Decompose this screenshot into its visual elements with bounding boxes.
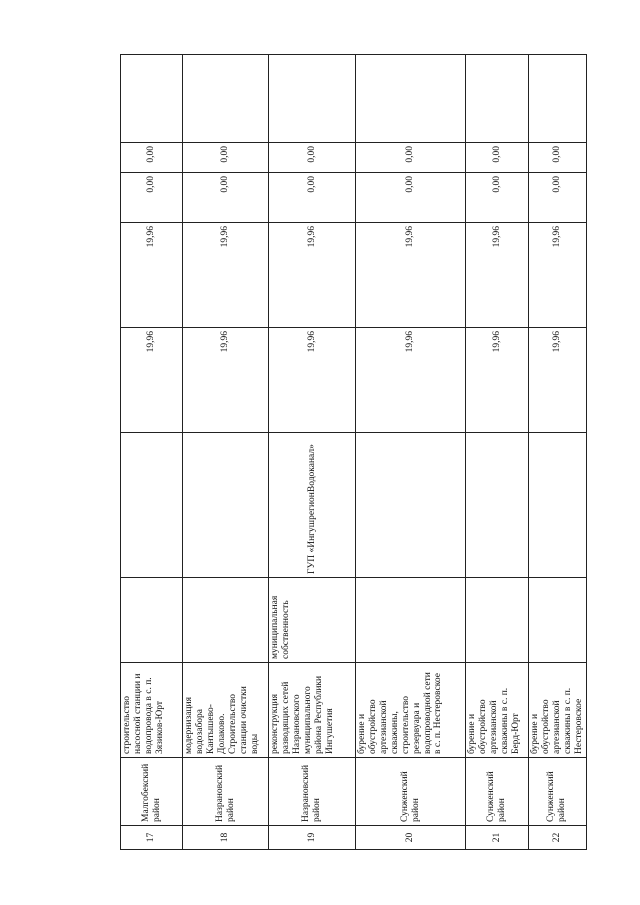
note-cell	[466, 55, 529, 143]
work-description-cell: бурение и обустройство артезианской скважины в с. п. Берд-Юрт	[466, 663, 529, 758]
operator-cell	[121, 433, 183, 578]
district-cell: Назрановский район	[269, 758, 356, 826]
amount-federal-cell: 19,96	[269, 223, 356, 328]
row-number: 17	[121, 826, 183, 850]
amount-regional-cell: 0,00	[121, 173, 183, 223]
ownership-cell	[529, 578, 587, 663]
amount-regional-cell: 0,00	[529, 173, 587, 223]
operator-cell: ГУП «ИнгушрегионВодоканал»	[269, 433, 356, 578]
rotated-table-container	[120, 55, 584, 850]
table-row	[356, 55, 466, 850]
document-page	[120, 55, 584, 850]
amount-other-cell: 0,00	[466, 143, 529, 173]
amount-regional-cell: 0,00	[183, 173, 269, 223]
amount-total-cell: 19,96	[121, 328, 183, 433]
ownership-cell	[466, 578, 529, 663]
district-cell: Сунженский район	[466, 758, 529, 826]
row-number: 18	[183, 826, 269, 850]
district-cell: Сунженский район	[529, 758, 587, 826]
district-cell: Назрановский район	[183, 758, 269, 826]
table-row	[466, 55, 529, 850]
amount-total-cell: 19,96	[356, 328, 466, 433]
work-description-cell: бурение и обустройство артезианской скважины в с. п. Нестеровское	[529, 663, 587, 758]
note-cell	[183, 55, 269, 143]
amount-regional-cell: 0,00	[356, 173, 466, 223]
amount-total-cell: 19,96	[529, 328, 587, 433]
amount-regional-cell: 0,00	[269, 173, 356, 223]
ownership-cell	[121, 578, 183, 663]
row-number: 22	[529, 826, 587, 850]
projects-table	[120, 54, 587, 850]
district-cell: Малгобекский район	[121, 758, 183, 826]
note-cell	[529, 55, 587, 143]
amount-other-cell: 0,00	[356, 143, 466, 173]
work-description-cell: строительство насосной станции и водопровода в с. п. Зязиков-Юрт	[121, 663, 183, 758]
table-row	[183, 55, 269, 850]
operator-cell	[183, 433, 269, 578]
work-description-cell: бурение и обустройство артезианской скважины, строительство резервуара и водопроводной сети в с. п. Нестеровское	[356, 663, 466, 758]
work-description-cell: реконструкция разводящих сетей Назрановского муниципального района Республики Ингушетия	[269, 663, 356, 758]
amount-federal-cell: 19,96	[121, 223, 183, 328]
ownership-cell	[356, 578, 466, 663]
district-cell: Сунженский район	[356, 758, 466, 826]
amount-other-cell: 0,00	[269, 143, 356, 173]
note-cell	[121, 55, 183, 143]
operator-cell	[466, 433, 529, 578]
amount-regional-cell: 0,00	[466, 173, 529, 223]
table-row	[529, 55, 587, 850]
ownership-cell	[183, 578, 269, 663]
work-description-cell: модернизация водозабора Кантышево-Долаково. Строительство станции очистки воды	[183, 663, 269, 758]
table-row	[269, 55, 356, 850]
amount-total-cell: 19,96	[466, 328, 529, 433]
table-row	[121, 55, 183, 850]
amount-total-cell: 19,96	[183, 328, 269, 433]
amount-other-cell: 0,00	[121, 143, 183, 173]
operator-cell	[356, 433, 466, 578]
amount-federal-cell: 19,96	[356, 223, 466, 328]
amount-federal-cell: 19,96	[466, 223, 529, 328]
row-number: 19	[269, 826, 356, 850]
amount-total-cell: 19,96	[269, 328, 356, 433]
amount-federal-cell: 19,96	[529, 223, 587, 328]
operator-cell	[529, 433, 587, 578]
ownership-cell: муниципальная собственность	[269, 578, 356, 663]
note-cell	[269, 55, 356, 143]
amount-other-cell: 0,00	[529, 143, 587, 173]
row-number: 21	[466, 826, 529, 850]
amount-other-cell: 0,00	[183, 143, 269, 173]
row-number: 20	[356, 826, 466, 850]
note-cell	[356, 55, 466, 143]
amount-federal-cell: 19,96	[183, 223, 269, 328]
